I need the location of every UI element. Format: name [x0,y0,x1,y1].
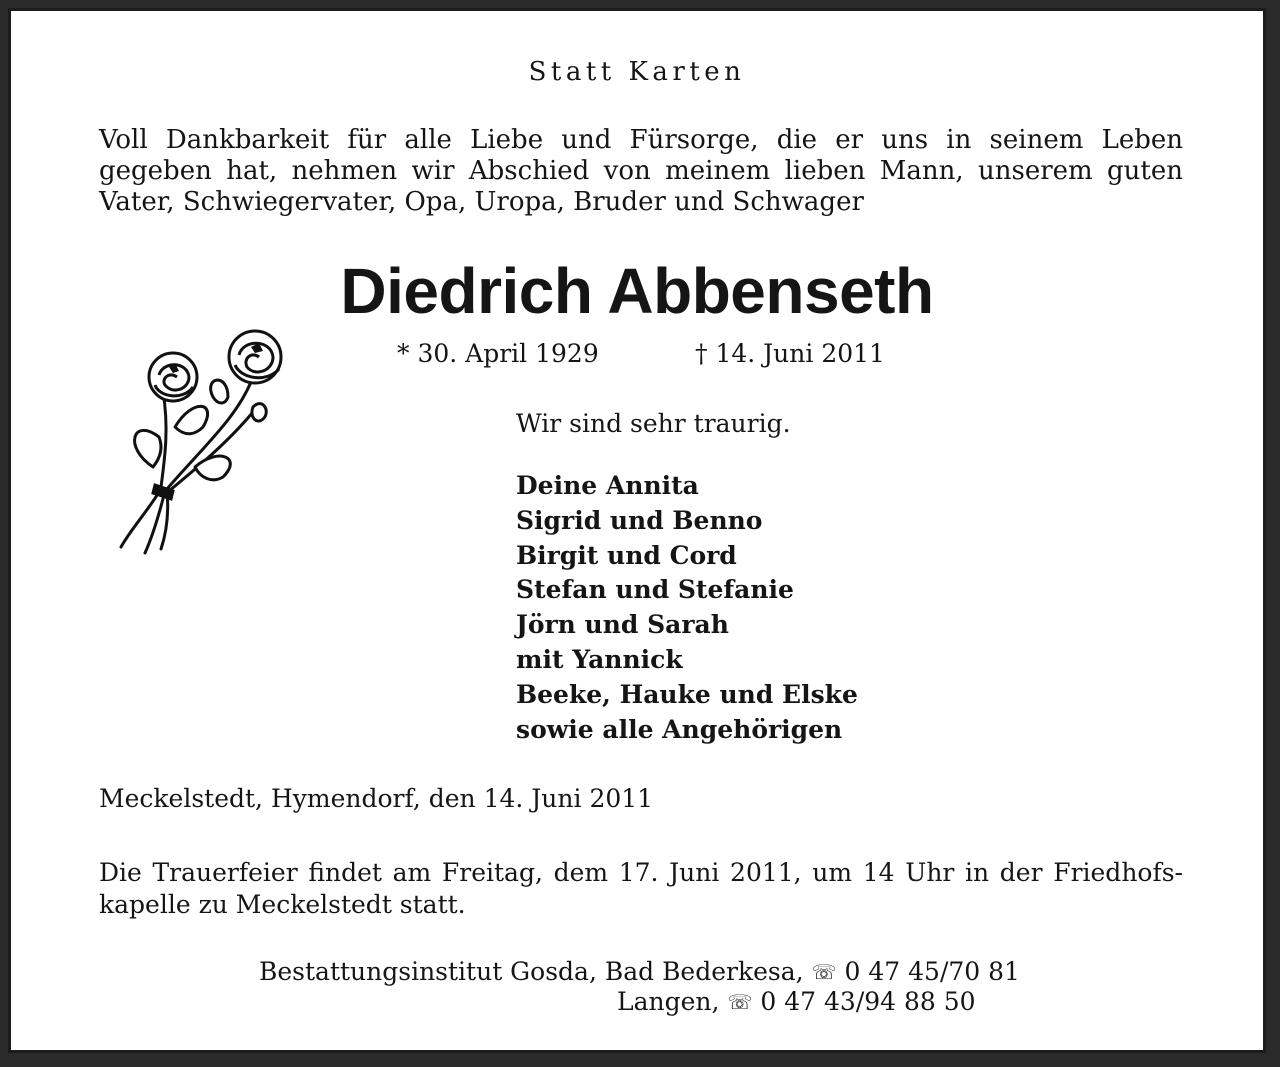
funeral-home-branch: Langen, [617,987,720,1016]
mourner-item: Stefan und Stefanie [516,575,794,605]
mourner-item: Beeke, Hauke und Elske [516,679,858,709]
sorrow-line: Wir sind sehr traurig. [516,409,791,438]
ceremony-info: Die Trauerfeier findet am Freitag, dem 17. Juni 2011, um 14 Uhr in der Friedhofs-kapelle zu Meckelstedt statt. [99,858,1183,919]
place-date: Meckelstedt, Hymendorf, den 14. Juni 2011 [99,784,654,813]
mourner-item: Sigrid und Benno [516,505,763,535]
mourner-item: sowie alle Angehörigen [516,714,843,744]
obituary-notice [8,8,1266,1053]
funeral-home-name: Bestattungsinstitut Gosda, Bad Bederkesa, [259,957,804,986]
phone-number-2: 0 47 43/94 88 50 [760,987,976,1016]
birth-date: * 30. April 1929 [397,339,599,368]
phone-number-1: 0 47 45/70 81 [844,957,1020,986]
mourner-list [516,469,858,747]
death-date: † 14. Juni 2011 [695,339,885,368]
roses-illustration [103,317,293,557]
notice-header: Statt Karten [528,57,746,87]
deceased-name: Diedrich Abbenseth [340,255,934,327]
funeral-home-info [259,957,1020,1017]
mourner-item: mit Yannick [516,644,683,674]
mourner-item: Birgit und Cord [516,540,737,570]
funeral-home-line-1 [259,957,1020,987]
funeral-home-line-2 [259,987,1020,1017]
telephone-icon: ☏ [811,960,837,984]
mourner-item: Deine Annita [516,471,699,500]
intro-text: Voll Dankbarkeit für alle Liebe und Fürsorge, die er uns in seinem Leben gegeben hat, nehmen wir Abschied von meinem lieben Mann, unserem guten Vater, Schwiegervater, Opa, Uropa, Bruder und Schwager [99,125,1183,217]
mourner-item: Jörn und Sarah [516,610,729,640]
telephone-icon: ☏ [727,990,753,1014]
